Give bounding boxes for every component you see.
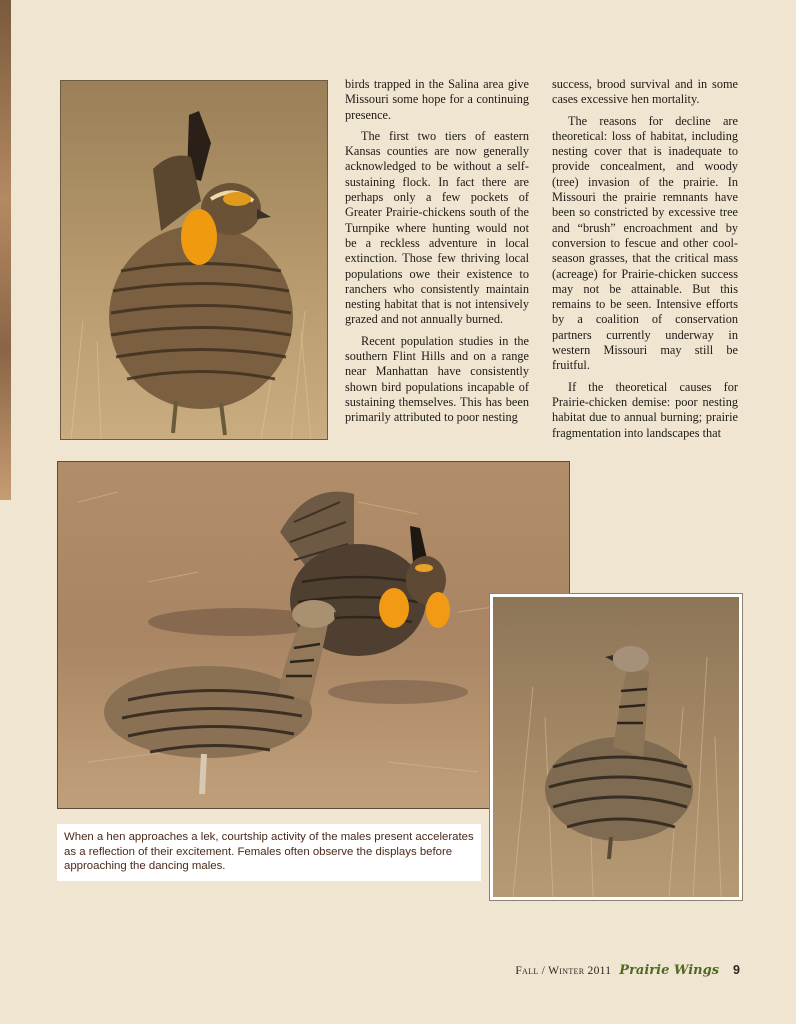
- paragraph: If the theoretical causes for Prairie-chicken demise: poor nesting habitat due to annual burning; prairie fragmentation into landscapes that: [552, 379, 738, 440]
- paragraph: birds trapped in the Salina area give Missouri some hope for a continuing presence.: [345, 77, 529, 122]
- paragraph: Recent population studies in the southern Flint Hills and on a range near Manhattan have consistently shown bird populations incapable of sustaining themselves. This has been primarily attributed to poor nesting: [345, 333, 529, 425]
- photo-hen-in-grass: [490, 594, 742, 900]
- page-number: 9: [733, 963, 740, 977]
- page-footer: [515, 963, 740, 979]
- photo-caption: When a hen approaches a lek, courtship activity of the males present accelerates as a reflection of their excitement. Females often observe the displays before approaching the dancing males.: [57, 824, 481, 881]
- article-column-left: [345, 77, 529, 426]
- adjacent-page-edge: [0, 0, 11, 500]
- publication-title: Prairie Wings: [619, 963, 720, 978]
- photo-displaying-male: [60, 80, 328, 440]
- paragraph: The reasons for decline are theoretical: loss of habitat, including nesting cover that is inadequate to provide concealment, and woody (tree) invasion of the prairie. In Missouri the prairie remnants have been so constricted by excessive tree and “brush” encroachment and by conversion to fescue and other cool-season grasses, that the critical mass (acreage) for Prairie-chicken success may not be attainable. But this remains to be seen. Intensive efforts by a coalition of conservation partners currently underway in western Missouri may still be fruitful.: [552, 113, 738, 373]
- issue-date: Fall / Winter 2011: [515, 965, 612, 977]
- paragraph: success, brood survival and in some cases excessive hen mortality.: [552, 77, 738, 107]
- article-column-right: [552, 77, 738, 441]
- paragraph: The first two tiers of eastern Kansas counties are now generally acknowledged to be without a self-sustaining flock. In fact there are perhaps only a few pockets of Greater Prairie-chickens south of the Turnpike where hunting would not be a reckless adventure in local extinction. Those few thriving local populations owe their existence to ranchers who consistently maintain nesting habitat that is not intensively grazed and not annually burned.: [345, 128, 529, 327]
